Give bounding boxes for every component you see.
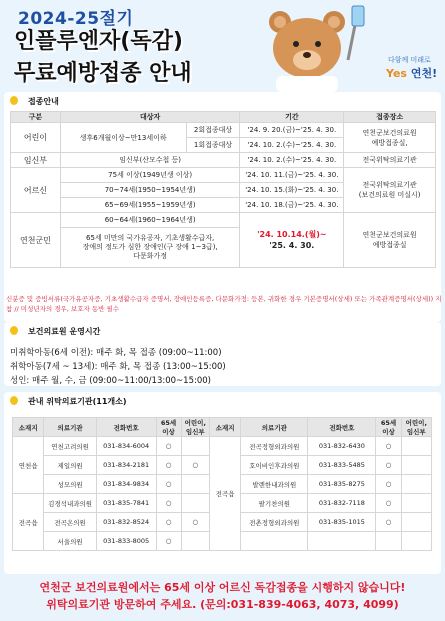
target-cell: 임신부(산모수첩 등) [60, 153, 240, 168]
clinic-phone: 031-835-8275 [308, 475, 376, 494]
kids-mark [181, 437, 209, 456]
age65-mark: ○ [376, 456, 401, 475]
section-marker-icon [10, 96, 18, 105]
clinics-table [12, 417, 432, 551]
footer-line-2: 위탁의료기관 방문하여 주세요. (문의:031-839-4063, 4073, 4099) [46, 598, 399, 611]
clinic-phone: 031-833-5485 [308, 456, 376, 475]
vaccination-table [10, 111, 436, 268]
clinic-phone: 031-834-9834 [96, 475, 156, 494]
kids-mark: ○ [181, 456, 209, 475]
age65-mark: ○ [156, 513, 181, 532]
brand-prefix: Yes [386, 67, 407, 80]
clinic-name: 서울의원 [44, 532, 96, 551]
clinic-phone: 031-832-7118 [308, 494, 376, 513]
period-cell: '24. 10. 18.(금)~'25. 4. 30. [240, 198, 344, 213]
clinic-name: 제일의원 [44, 456, 96, 475]
slogan: 다함께 미래로 [388, 56, 431, 64]
clinic-phone: 031-832-8524 [96, 513, 156, 532]
bear-mascot-icon [262, 0, 387, 92]
kids-mark [181, 532, 209, 551]
kids-mark [181, 494, 209, 513]
dose-label: 1회접종대상 [186, 138, 240, 153]
place-cell: 연천군보건의료원 예방접종실, [344, 123, 436, 153]
age65-mark: ○ [376, 475, 401, 494]
footer-notice [0, 579, 445, 613]
section-title: 관내 위탁의료기관(11개소) [28, 397, 127, 406]
clinic-name: 팔기찬의원 [241, 494, 308, 513]
town-cell: 전곡읍 [13, 494, 44, 551]
column-header: 의료기관 [241, 418, 308, 437]
clinic-name: 전촌정형외과의원 [241, 513, 308, 532]
target-cell: 70~74세(1950~1954년생) [60, 183, 240, 198]
column-header: 전화번호 [308, 418, 376, 437]
dose-label: 2회접종대상 [186, 123, 240, 138]
section-title: 접종안내 [28, 97, 59, 106]
column-header: 소재지 [13, 418, 44, 437]
hours-line: 미취학아동(6세 이전): 매주 화, 목 접종 (09:00~11:00) [10, 348, 222, 358]
clinic-phone: 031-834-2181 [96, 456, 156, 475]
column-header: 기간 [240, 112, 344, 123]
kids-mark [401, 437, 431, 456]
table-row [11, 213, 436, 228]
column-header: 소재지 [209, 418, 240, 437]
column-header: 접종장소 [344, 112, 436, 123]
group-cell: 어르신 [11, 168, 61, 213]
period-cell: '24. 10. 2.(수)~'25. 4. 30. [240, 138, 344, 153]
hours-line: 취학아동(7세 ~ 13세): 매주 화, 목 접종 (13:00~15:00) [10, 362, 226, 372]
target-cell: 65세 미만의 국가유공자, 기초생활수급자, 장애의 정도가 심한 장애인(구 장애 1~3급), 다문화가정 [60, 228, 240, 268]
column-header: 어린이, 임신부 [401, 418, 431, 437]
table-row [13, 437, 432, 456]
column-header: 전화번호 [96, 418, 156, 437]
kids-mark [401, 475, 431, 494]
hours-list [10, 346, 226, 388]
place-cell: 전국위탁의료기관 [344, 153, 436, 168]
section-header-vaccination-info [4, 94, 441, 108]
section-title: 보건의료원 운영시간 [28, 327, 101, 336]
clinic-name: 호이비인후과의원 [241, 456, 308, 475]
clinic-name: 연천고려의원 [44, 437, 96, 456]
table-row [11, 168, 436, 183]
section-header-hours [4, 324, 441, 338]
hours-line: 성인: 매주 월, 수, 금 (09:00~11:00/13:00~15:00) [10, 376, 211, 386]
place-cell: 연천군보건의료원 예방접종실 [344, 213, 436, 268]
clinic-phone: 031-833-8005 [96, 532, 156, 551]
period-end: '25. 4. 30. [269, 241, 315, 250]
age65-mark: ○ [156, 494, 181, 513]
age65-mark: ○ [376, 513, 401, 532]
group-cell: 연천군민 [11, 213, 61, 268]
kids-mark [401, 494, 431, 513]
column-header: 어린이, 임신부 [181, 418, 209, 437]
column-header: 의료기관 [44, 418, 96, 437]
age65-mark: ○ [376, 437, 401, 456]
clinic-name: 전곡정형외과의원 [241, 437, 308, 456]
season-label: 2024-25절기 [18, 9, 134, 29]
target-cell: 65~69세(1955~1959년생) [60, 198, 240, 213]
target-cell: 75세 이상(1949년생 이상) [60, 168, 240, 183]
age65-mark [376, 532, 401, 551]
clinic-name: 김경석내과의원 [44, 494, 96, 513]
title-line-1: 인플루엔자(독감) [14, 29, 183, 54]
section-header-clinics [4, 394, 441, 408]
period-cell [240, 213, 344, 268]
table-row [11, 123, 436, 138]
column-header: 대상자 [60, 112, 240, 123]
kids-mark [401, 513, 431, 532]
table-row [11, 153, 436, 168]
town-cell: 연천읍 [13, 437, 44, 494]
place-cell: 전국위탁의료기관 (보건의료원 미실시) [344, 168, 436, 213]
clinic-phone: 031-835-1015 [308, 513, 376, 532]
period-cell: '24. 10. 15.(화)~'25. 4. 30. [240, 183, 344, 198]
kids-mark [181, 475, 209, 494]
clinic-phone: 031-834-6004 [96, 437, 156, 456]
column-header: 65세 이상 [156, 418, 181, 437]
clinic-name: 발렌한내과의원 [241, 475, 308, 494]
brand-logo [386, 65, 437, 81]
section-marker-icon [10, 326, 18, 335]
kids-mark [401, 456, 431, 475]
kids-mark: ○ [181, 513, 209, 532]
period-cell: '24. 9. 20.(금)~'25. 4. 30. [240, 123, 344, 138]
age65-mark: ○ [156, 437, 181, 456]
table-header-row [11, 112, 436, 123]
period-cell: '24. 10. 11.(금)~'25. 4. 30. [240, 168, 344, 183]
column-header: 구분 [11, 112, 61, 123]
section-marker-icon [10, 396, 18, 405]
requirements-note: 신분증 및 증빙서류(국가유공자증, 기초생활수급자 증명서, 장애인등록증, 다문화가정: 등본, 귀화한 경우 기본증명서(상세) 또는 가족관계증명서(상세)) 지참 // 미성년자의 경우, 보호자 동반 필수 [6, 295, 442, 313]
target-cell: 생후6개월이상~만13세이하 [60, 123, 186, 153]
kids-mark [401, 532, 431, 551]
town-cell: 전곡읍 [209, 437, 240, 551]
group-cell: 어린이 [11, 123, 61, 153]
group-cell: 임신부 [11, 153, 61, 168]
clinic-phone: 031-835-7841 [96, 494, 156, 513]
age65-mark: ○ [156, 475, 181, 494]
table-header-row [13, 418, 432, 437]
age65-mark: ○ [156, 456, 181, 475]
clinic-name [241, 532, 308, 551]
header [0, 0, 445, 92]
column-header: 65세 이상 [376, 418, 401, 437]
target-cell: 60~64세(1960~1964년생) [60, 213, 240, 228]
clinic-phone [308, 532, 376, 551]
clinic-name: 전곡온의원 [44, 513, 96, 532]
clinic-phone: 031-832-6430 [308, 437, 376, 456]
age65-mark: ○ [156, 532, 181, 551]
title-line-2: 무료예방접종 안내 [14, 61, 192, 86]
brand-name: 연천! [410, 67, 438, 80]
period-highlight: '24. 10.14.(월)~ [257, 230, 327, 239]
footer-line-1: 연천군 보건의료원에서는 65세 이상 어르신 독감접종을 시행하지 않습니다! [39, 581, 406, 594]
period-cell: '24. 10. 2.(수)~'25. 4. 30. [240, 153, 344, 168]
clinic-name: 성모의원 [44, 475, 96, 494]
age65-mark: ○ [376, 494, 401, 513]
